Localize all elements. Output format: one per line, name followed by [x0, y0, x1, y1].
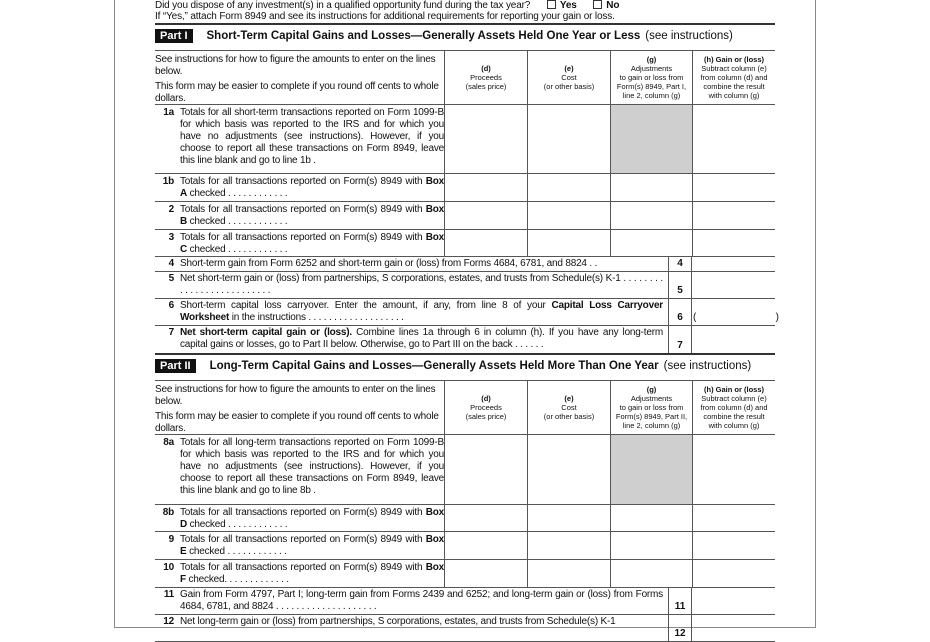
column-header-text: (g) [646, 385, 657, 394]
line-9-row [155, 532, 775, 560]
column-header-text: line 2, column (g) [622, 421, 681, 430]
line-text: in the instructions . . . . . . . . . . . . . . . . . . . [229, 312, 404, 323]
column-header-text: from column (d) and [700, 73, 768, 82]
line-number: 9 [168, 534, 174, 545]
line-text: Totals for all transactions reported on Form(s) 8949 with [180, 507, 426, 518]
line-3-col-e-input[interactable] [527, 230, 610, 256]
line-number: 7 [168, 327, 174, 338]
line-8b-label [155, 507, 444, 531]
column-header-text: Subtract column (e) [701, 64, 767, 73]
column-header-text: Cost [561, 73, 577, 82]
line-8a-row [155, 435, 775, 505]
column-header-text: (d) [481, 394, 491, 403]
bold-text: Net short-term capital gain or (loss). [180, 327, 352, 338]
column-header-text: Form(s) 8949, Part I, [616, 82, 687, 91]
line-2-col-d-input[interactable] [444, 202, 527, 229]
column-header-text: Subtract column (e) [701, 394, 767, 403]
line-number: 8a [163, 437, 174, 448]
line-number: 5 [168, 273, 174, 284]
column-header-text: Adjustments [630, 394, 673, 403]
line-8a-col-e-input[interactable] [527, 435, 610, 504]
line-text: Totals for all transactions reported on Form(s) 8949 with [180, 534, 426, 545]
line-text: Combine lines 1a through 6 in column (h). If you have any long-term capital gains or losses, go to Part II below. Otherwise, go to Part III on the back . . . . . . [180, 327, 663, 350]
line-2-col-h-input[interactable] [692, 202, 775, 229]
box-label: Box A [180, 176, 444, 199]
column-header-g [610, 51, 692, 104]
paren-close: ) [775, 312, 779, 323]
line-text-dots: checked . . . . . . . . . . . . [186, 546, 287, 557]
line-text: Net short-term gain or (loss) from partnerships, S corporations, estates, and trusts from Schedule(s) K-1 . . . . . . . . . . . . . . . . . . . . . . . . . . [180, 273, 663, 296]
line-2-label [155, 204, 444, 228]
line-1b-col-g-input[interactable] [610, 174, 692, 201]
line-text: Gain from Form 4797, Part I; long-term gain from Forms 2439 and 6252; and long-term gain or (loss) from Forms 4684, 6781, and 8824 . . . . . . . . . . . . . . . . . . . . [180, 589, 663, 612]
line-box-number: 6 [668, 299, 692, 325]
line-3-row [155, 230, 775, 257]
line-number: 12 [163, 616, 174, 627]
line-9-col-g-input[interactable] [610, 532, 692, 559]
line-number: 8b [162, 507, 174, 518]
part1-tag: Part I [155, 29, 193, 43]
column-header-text: (g) [646, 55, 657, 64]
line-7-amount-input[interactable] [692, 326, 775, 353]
line-text: Short-term gain from Form 6252 and short-term gain or (loss) from Forms 4684, 6781, and 8824 . . [180, 258, 598, 269]
line-text-dots: checked . . . . . . . . . . . . [187, 244, 288, 255]
box-label: Box B [180, 204, 444, 227]
line-box-number: 12 [668, 615, 692, 641]
divider [155, 23, 775, 25]
line-8b-col-e-input[interactable] [527, 505, 610, 531]
column-header-text: (or other basis) [543, 82, 595, 91]
line-2-col-e-input[interactable] [527, 202, 610, 229]
line-text-dots: checked . . . . . . . . . . . . [187, 519, 288, 530]
no-checkbox[interactable] [593, 0, 602, 9]
line-1b-label [155, 176, 444, 200]
line-box-number: 7 [668, 326, 692, 353]
part1-table [155, 50, 779, 351]
line-9-col-h-input[interactable] [692, 532, 775, 559]
column-header-text: Proceeds [470, 73, 502, 82]
column-header-row [155, 381, 775, 435]
line-number: 4 [168, 258, 174, 269]
line-6-amount-input[interactable] [692, 299, 779, 325]
column-header-text: Form(s) 8949, Part II, [615, 412, 688, 421]
line-3-col-h-input[interactable] [692, 230, 775, 256]
column-header-e [527, 381, 610, 434]
line-text: Totals for all transactions reported on Form(s) 8949 with [180, 176, 426, 187]
paren-open: ( [693, 312, 697, 323]
line-7-row [155, 326, 775, 354]
line-box-number: 11 [668, 588, 692, 614]
line-8b-row [155, 505, 775, 532]
line-number: 6 [168, 300, 174, 311]
box-label: Box E [180, 534, 444, 557]
line-number: 2 [168, 204, 174, 215]
header-instructions [155, 384, 444, 435]
part2-tag: Part II [155, 359, 196, 373]
line-9-col-d-input[interactable] [444, 532, 527, 559]
column-header-row [155, 51, 775, 105]
line-6-label [155, 300, 663, 324]
bold-text: Capital Loss Carryover Worksheet [180, 300, 663, 323]
column-header-text: combine the result [703, 82, 765, 91]
column-header-text: (h) Gain or (loss) [704, 385, 764, 394]
qof-question: Did you dispose of any investment(s) in a qualified opportunity fund during the tax year? Yes No [155, 0, 620, 11]
box-label: Box C [180, 232, 444, 255]
line-11-row [155, 588, 775, 615]
line-text: Totals for all short-term transactions reported on Form 1099-B for which basis was reported to the IRS and for which you have no adjustments (see instructions). However, if you choose to report all these transactions on Form 8949, leave this line blank and go to line 1b . [180, 107, 444, 166]
part2-title: Long-Term Capital Gains and Losses—Generally Assets Held More Than One Year [209, 360, 659, 372]
box-label: Box D [180, 507, 444, 530]
line-9-col-e-input[interactable] [527, 532, 610, 559]
line-10-col-g-input[interactable] [610, 560, 692, 587]
column-header-text: from column (d) and [700, 403, 768, 412]
yes-checkbox[interactable] [547, 0, 556, 9]
part1-header [155, 28, 733, 44]
line-8b-col-h-input[interactable] [692, 505, 775, 531]
part2-header [155, 358, 751, 374]
line-text: Totals for all transactions reported on Form(s) 8949 with [180, 232, 426, 243]
divider [155, 353, 775, 355]
line-8a-label [155, 437, 444, 497]
line-text-dots: checked. . . . . . . . . . . . . [185, 574, 289, 585]
line-text: Net long-term gain or (loss) from partnerships, S corporations, estates, and trusts from Schedule(s) K-1 [180, 616, 616, 627]
column-header-text: Proceeds [470, 403, 502, 412]
line-5-label [155, 273, 663, 297]
line-1b-col-e-input[interactable] [527, 174, 610, 201]
line-10-col-h-input[interactable] [692, 560, 775, 587]
line-1a-col-d-input[interactable] [444, 105, 527, 173]
qof-note: If “Yes,” attach Form 8949 and see its instructions for additional requirements for reporting your gain or loss. [155, 11, 615, 22]
column-header-d [444, 51, 527, 104]
line-text-dots: checked . . . . . . . . . . . . [187, 188, 288, 199]
line-3-col-d-input[interactable] [444, 230, 527, 256]
column-header-text: with column (g) [708, 421, 760, 430]
line-1b-row [155, 174, 775, 202]
column-header-text: (d) [481, 64, 491, 73]
line-12-amount-input[interactable] [692, 615, 775, 641]
part1-see-instructions: (see instructions) [645, 30, 733, 42]
line-1a-col-g-input [610, 105, 692, 173]
box-label: Box F [180, 562, 444, 585]
column-header-e [527, 51, 610, 104]
line-number: 3 [168, 232, 174, 243]
column-header-g [610, 381, 692, 434]
column-header-d [444, 381, 527, 434]
line-4-amount-input[interactable] [692, 257, 775, 271]
line-8b-col-g-input[interactable] [610, 505, 692, 531]
line-10-label [155, 562, 444, 586]
header-instructions [155, 54, 444, 105]
line-text-dots: checked . . . . . . . . . . . . [187, 216, 288, 227]
line-6-row [155, 299, 779, 326]
line-11-amount-input[interactable] [692, 588, 775, 614]
line-number: 10 [163, 562, 174, 573]
line-1b-col-h-input[interactable] [692, 174, 775, 201]
column-header-text: (e) [564, 394, 574, 403]
line-text: Totals for all transactions reported on Form(s) 8949 with [180, 562, 426, 573]
column-header-text: (sales price) [465, 82, 507, 91]
column-header-text: (e) [564, 64, 574, 73]
column-header-text: (sales price) [465, 412, 507, 421]
round-cents-text: This form may be easier to complete if you round off cents to whole dollars. [155, 81, 439, 104]
line-text: Short-term capital loss carryover. Enter the amount, if any, from line 8 of your [180, 300, 552, 311]
column-header-text: (or other basis) [543, 412, 595, 421]
line-1a-col-e-input[interactable] [527, 105, 610, 173]
line-number: 1a [163, 107, 174, 118]
line-3-col-g-input[interactable] [610, 230, 692, 256]
part1-title: Short-Term Capital Gains and Losses—Generally Assets Held One Year or Less [206, 30, 641, 42]
column-header-text: (h) Gain or (loss) [704, 55, 764, 64]
line-10-col-d-input[interactable] [444, 560, 527, 587]
line-10-col-e-input[interactable] [527, 560, 610, 587]
line-9-label [155, 534, 444, 558]
column-header-text: Adjustments [630, 64, 673, 73]
line-5-row [155, 272, 775, 299]
part2-table [155, 380, 775, 639]
line-number: 1b [162, 176, 174, 187]
column-header-text: to gain or loss from [619, 403, 684, 412]
line-1a-label [155, 107, 444, 167]
column-header-text: combine the result [703, 412, 765, 421]
line-2-row [155, 202, 775, 230]
round-cents-text: This form may be easier to complete if you round off cents to whole dollars. [155, 411, 439, 434]
column-header-text: Cost [561, 403, 577, 412]
line-8b-col-d-input[interactable] [444, 505, 527, 531]
line-text: Totals for all long-term transactions reported on Form 1099-B for which basis was reported to the IRS and for which you have no adjustments (see instructions). However, if you choose to report all these transactions on Form 8949, leave this line blank and go to line 8b . [180, 437, 444, 496]
line-7-label [155, 327, 663, 351]
line-1b-col-d-input[interactable] [444, 174, 527, 201]
line-4-label [155, 258, 663, 270]
line-12-row [155, 615, 775, 642]
column-header-h [692, 381, 775, 434]
column-header-text: line 2, column (g) [622, 91, 681, 100]
line-box-number: 5 [668, 272, 692, 298]
line-8a-col-g-input [610, 435, 692, 504]
line-text: Totals for all transactions reported on Form(s) 8949 with [180, 204, 426, 215]
column-header-text: with column (g) [708, 91, 760, 100]
column-header-text: to gain or loss from [619, 73, 684, 82]
line-1a-col-h-input[interactable] [692, 105, 775, 173]
line-12-label [155, 616, 663, 628]
column-header-h [692, 51, 775, 104]
line-4-row [155, 257, 775, 272]
line-5-amount-input[interactable] [692, 272, 775, 298]
part2-see-instructions: (see instructions) [663, 360, 752, 372]
line-box-number: 4 [668, 257, 692, 271]
instructions-text: See instructions for how to figure the amounts to enter on the lines below. [155, 384, 436, 407]
line-8a-col-d-input[interactable] [444, 435, 527, 504]
line-8a-col-h-input[interactable] [692, 435, 775, 504]
line-11-label [155, 589, 663, 613]
line-number: 11 [163, 589, 174, 600]
instructions-text: See instructions for how to figure the amounts to enter on the lines below. [155, 54, 436, 77]
line-2-col-g-input[interactable] [610, 202, 692, 229]
line-3-label [155, 232, 444, 256]
line-1a-row [155, 105, 775, 174]
line-10-row [155, 560, 775, 588]
